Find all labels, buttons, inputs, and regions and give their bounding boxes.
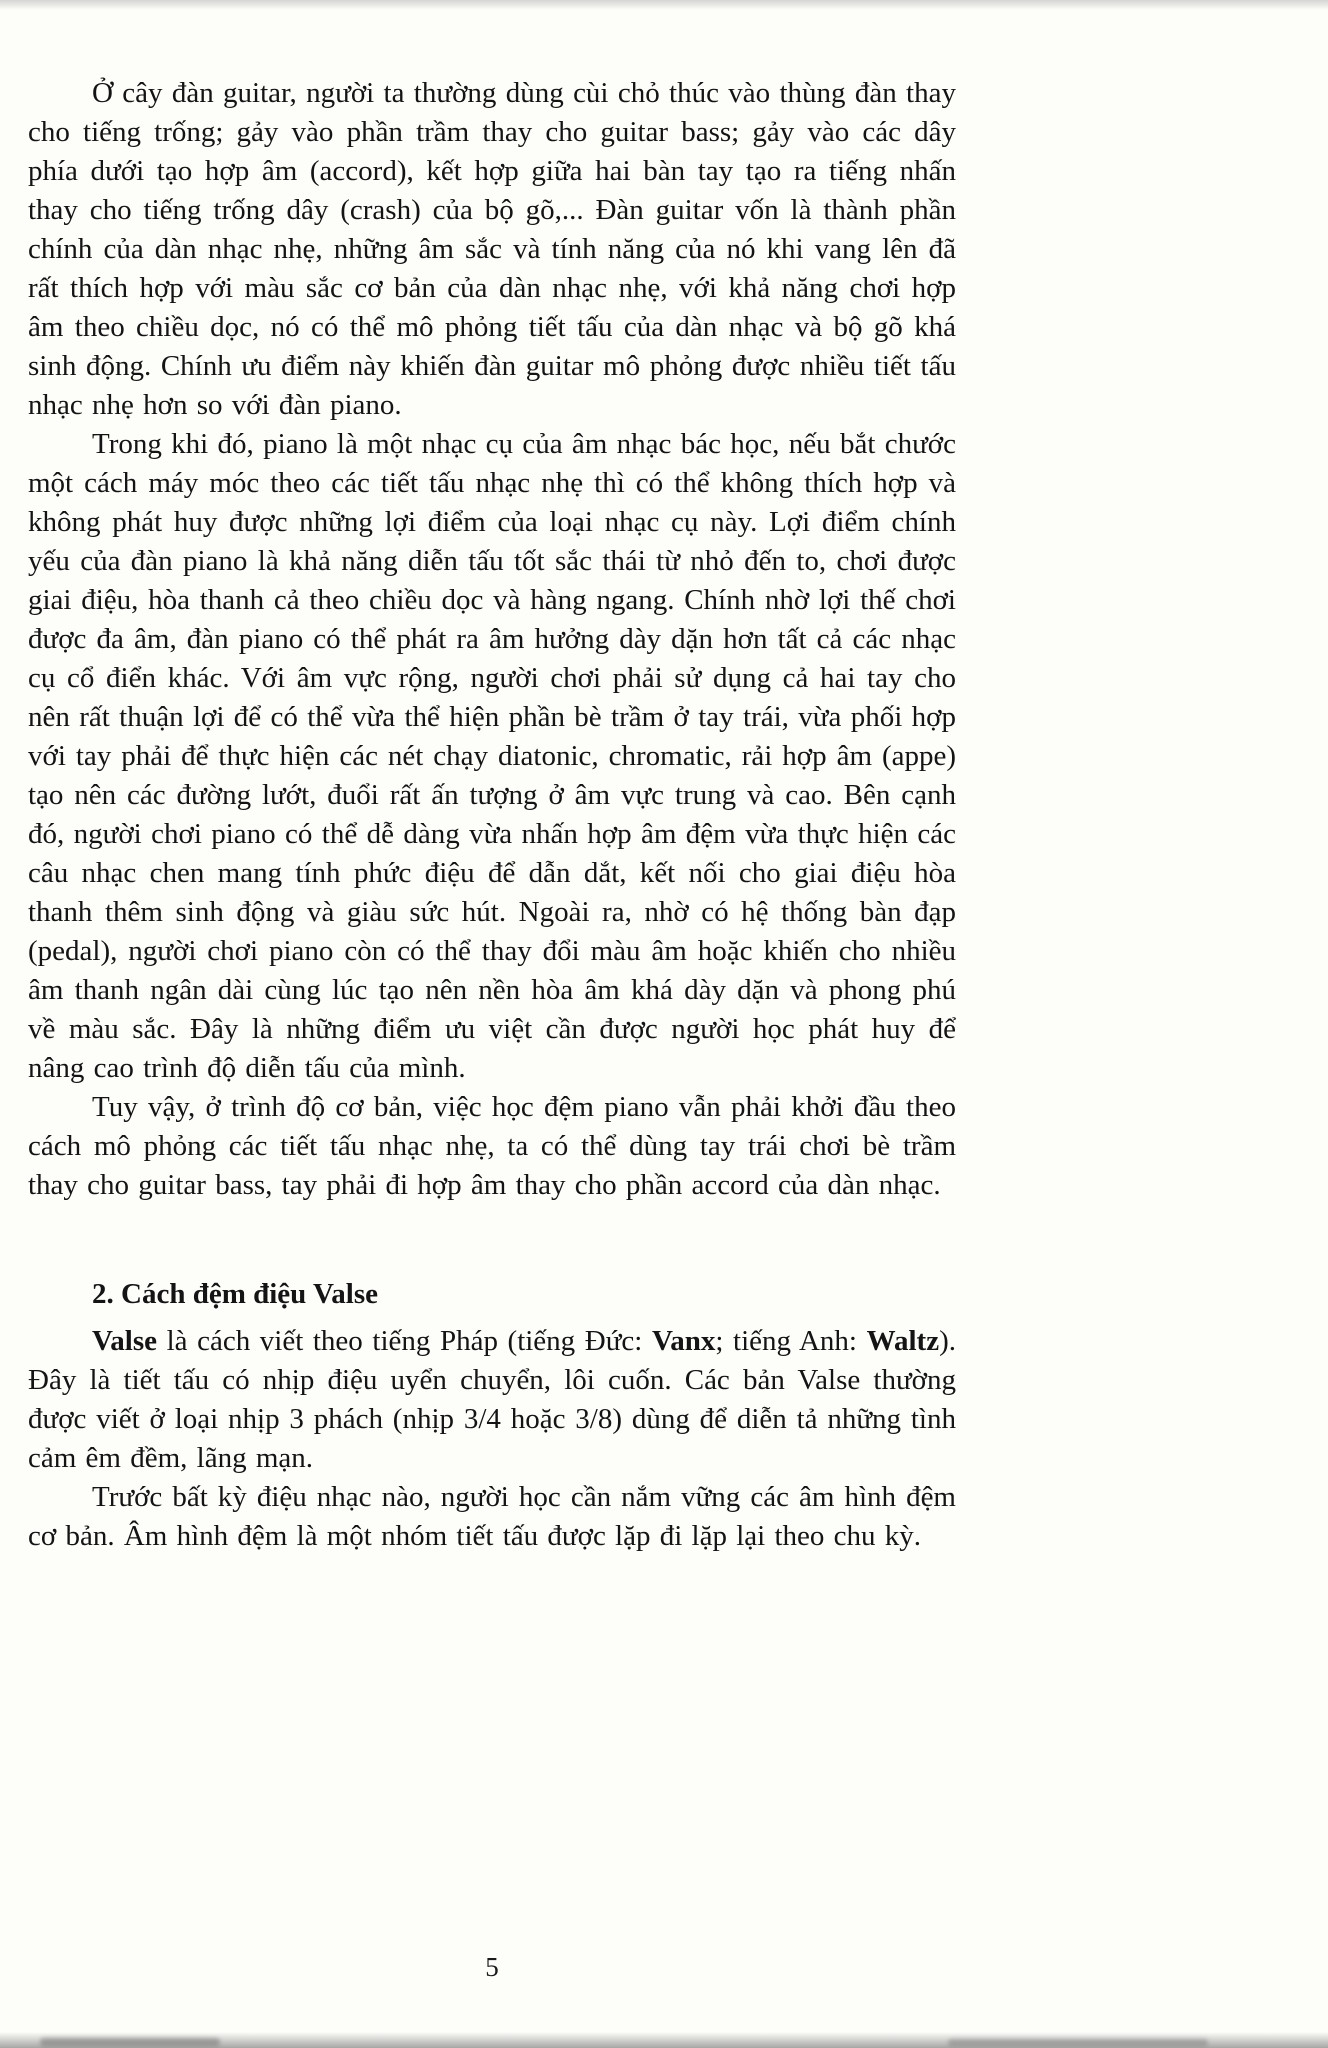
- page-number: 5: [485, 1952, 499, 1982]
- scan-artifact-smudge-left: [40, 2038, 220, 2046]
- text-segment: ). Đây là tiết tấu có nhịp điệu uyển chuyển, lôi cuốn. Các bản Valse thường được viết ở loại nhịp 3 phách (nhịp 3/4 hoặc 3/8) dùng để diễn tả những tình cảm êm đềm, lãng mạn.: [28, 1325, 956, 1474]
- scan-artifact-top-edge: [0, 0, 1328, 10]
- text-segment: là cách viết theo tiếng Pháp (tiếng Đức:: [157, 1325, 652, 1357]
- term-valse: Valse: [92, 1325, 157, 1357]
- section-heading-valse: 2. Cách đệm điệu Valse: [92, 1278, 379, 1310]
- paragraph-guitar-techniques: Ở cây đàn guitar, người ta thường dùng cùi chỏ thúc vào thùng đàn thay cho tiếng trống; gảy vào phần trầm thay cho guitar bass; gảy vào các dây phía dưới tạo hợp âm (accord), kết hợp giữa hai bàn tay tạo ra tiếng nhấn thay cho tiếng trống dây (crash) của bộ gõ,... Đàn guitar vốn là thành phần chính của dàn nhạc nhẹ, những âm sắc và tính năng của nó khi vang lên đã rất thích hợp với màu sắc cơ bản của dàn nhạc nhẹ, với khả năng chơi hợp âm theo chiều dọc, nó có thể mô phỏng tiết tấu của dàn nhạc và bộ gõ khá sinh động. Chính ưu điểm này khiến đàn guitar mô phỏng được nhiều tiết tấu nhạc nhẹ hơn so với đàn piano.: [28, 77, 956, 421]
- scan-artifact-bottom-edge: [0, 2032, 1328, 2048]
- paragraph-basic-level-conclusion: Tuy vậy, ở trình độ cơ bản, việc học đệm piano vẫn phải khởi đầu theo cách mô phỏng các tiết tấu nhạc nhẹ, ta có thể dùng tay trái chơi bè trầm thay cho guitar bass, tay phải đi hợp âm thay cho phần accord của dàn nhạc.: [28, 1091, 956, 1201]
- text-segment: ; tiếng Anh:: [715, 1325, 867, 1357]
- scan-artifact-smudge-right: [948, 2039, 1208, 2046]
- text-block: [28, 74, 956, 1556]
- term-waltz: Waltz: [866, 1325, 940, 1357]
- term-vanx: Vanx: [651, 1325, 716, 1357]
- paragraph-valse-definition: [28, 1322, 956, 1478]
- paragraph-piano-advantages: Trong khi đó, piano là một nhạc cụ của âm nhạc bác học, nếu bắt chước một cách máy móc theo các tiết tấu nhạc nhẹ thì có thể không thích hợp và không phát huy được những lợi điểm của loại nhạc cụ này. Lợi điểm chính yếu của đàn piano là khả năng diễn tấu tốt sắc thái từ nhỏ đến to, chơi được giai điệu, hòa thanh cả theo chiều dọc và hàng ngang. Chính nhờ lợi thế chơi được đa âm, đàn piano có thể phát ra âm hưởng dày dặn hơn tất cả các nhạc cụ cổ điển khác. Với âm vực rộng, người chơi phải sử dụng cả hai tay cho nên rất thuận lợi để có thể vừa thể hiện phần bè trầm ở tay trái, vừa phối hợp với tay phải để thực hiện các nét chạy diatonic, chromatic, rải hợp âm (appe) tạo nên các đường lướt, đuổi rất ấn tượng ở âm vực trung và cao. Bên cạnh đó, người chơi piano có thể dễ dàng vừa nhấn hợp âm đệm vừa thực hiện các câu nhạc chen mang tính phức điệu để dẫn dắt, kết nối cho giai điệu hòa thanh thêm sinh động và giàu sức hút. Ngoài ra, nhờ có hệ thống bàn đạp (pedal), người chơi piano còn có thể thay đổi màu âm hoặc khiến cho nhiều âm thanh ngân dài cùng lúc tạo nên nền hòa âm khá dày dặn và phong phú về màu sắc. Đây là những điểm ưu việt cần được người học phát huy để nâng cao trình độ diễn tấu của mình.: [28, 428, 956, 1084]
- paragraph-accompaniment-figure: Trước bất kỳ điệu nhạc nào, người học cần nắm vững các âm hình đệm cơ bản. Âm hình đệm là một nhóm tiết tấu được lặp đi lặp lại theo chu kỳ.: [28, 1481, 956, 1552]
